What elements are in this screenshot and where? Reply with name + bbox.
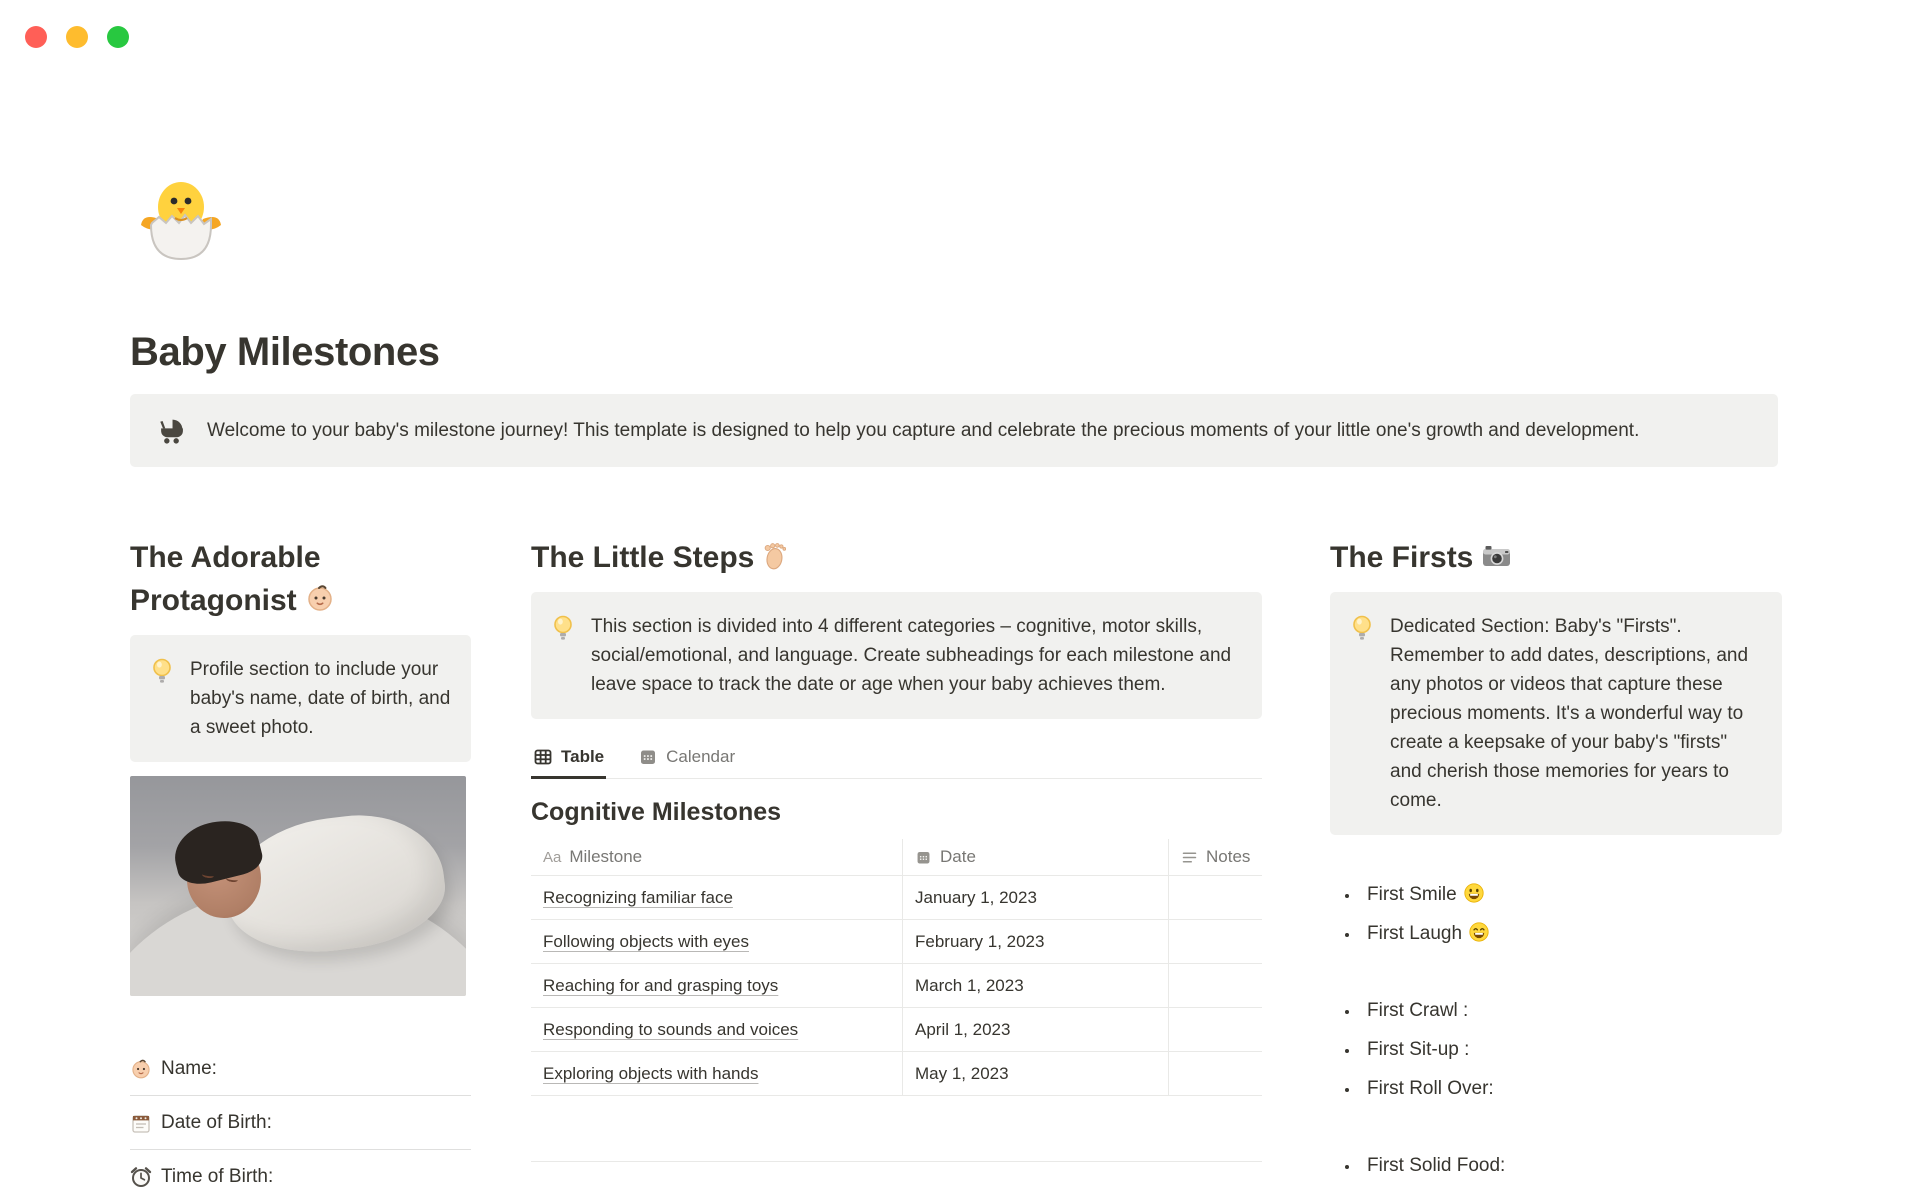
beaming-face-icon <box>1468 921 1490 943</box>
list-item <box>1360 875 1782 914</box>
table-row <box>531 1052 1262 1096</box>
firsts-list-group-1 <box>1330 875 1782 953</box>
profile-fields <box>130 1042 471 1203</box>
baby-photo[interactable] <box>130 776 466 996</box>
list-item-text: First Laugh <box>1367 923 1463 944</box>
milestones-heading-text: The Little Steps <box>531 541 755 574</box>
profile-heading-text: The Adorable Protagonist <box>130 541 321 617</box>
welcome-callout <box>130 394 1778 467</box>
grinning-face-icon <box>1463 882 1485 904</box>
tab-table-label: Table <box>561 747 605 766</box>
profile-heading <box>130 536 471 622</box>
notes-cell[interactable] <box>1168 964 1262 1007</box>
table-bottom-border <box>531 1096 1262 1162</box>
lightbulb-icon <box>150 657 174 742</box>
date-cell[interactable]: May 1, 2023 <box>902 1052 1168 1095</box>
zoom-window-button[interactable] <box>107 26 129 48</box>
list-item <box>1360 991 1782 1030</box>
profile-callout-text: Profile section to include your baby's name, date of birth, and a sweet photo. <box>190 659 451 738</box>
field-tob-label: Time of Birth: <box>161 1166 274 1187</box>
column-header-notes[interactable] <box>1168 839 1262 875</box>
column-milestones <box>531 536 1262 1162</box>
firsts-callout-text: Dedicated Section: Baby's "Firsts". Remember to add dates, descriptions, and any photos or videos that capture these precious moments. It's a wonderful way to create a keepsake of your baby's "firsts" and cherish those memories for years to come. <box>1390 616 1749 811</box>
tab-calendar-view[interactable] <box>636 747 737 779</box>
column-header-date[interactable] <box>902 839 1168 875</box>
field-time-of-birth <box>130 1150 471 1203</box>
date-header-label: Date <box>940 847 976 866</box>
calendar-view-icon <box>638 747 658 767</box>
milestones-callout <box>531 592 1262 719</box>
table-header-row <box>531 839 1262 876</box>
baby-foot-icon <box>762 540 786 570</box>
welcome-text: Welcome to your baby's milestone journey! This template is designed to help you capture and celebrate the precious moments of your little one's growth and development. <box>207 420 1640 441</box>
milestones-heading <box>531 536 1262 579</box>
list-item <box>1360 1069 1782 1108</box>
list-item <box>1360 1030 1782 1069</box>
firsts-heading-text: The Firsts <box>1330 541 1474 574</box>
text-type-icon: Aa <box>543 848 562 866</box>
notes-cell[interactable] <box>1168 876 1262 919</box>
milestone-link[interactable]: Following objects with eyes <box>543 931 749 951</box>
baby-face-icon <box>130 1058 152 1080</box>
spiral-notepad-icon <box>130 1112 152 1134</box>
list-item <box>1360 914 1782 953</box>
database-view-tabs <box>531 747 1262 779</box>
minimize-window-button[interactable] <box>66 26 88 48</box>
field-date-of-birth <box>130 1096 471 1150</box>
lightbulb-icon <box>551 614 575 699</box>
firsts-list-group-2 <box>1330 991 1782 1108</box>
column-header-milestone[interactable] <box>531 839 902 875</box>
alarm-clock-icon <box>130 1166 152 1188</box>
baby-stroller-icon <box>158 417 185 444</box>
list-item-text: First Sit-up : <box>1367 1039 1470 1060</box>
milestone-link[interactable]: Exploring objects with hands <box>543 1063 759 1083</box>
tab-calendar-label: Calendar <box>666 747 736 766</box>
page-icon hatching-chick-icon[interactable] <box>131 163 231 267</box>
date-cell[interactable]: February 1, 2023 <box>902 920 1168 963</box>
milestone-header-label: Milestone <box>569 847 643 866</box>
list-item-text: First Smile <box>1367 884 1457 905</box>
date-cell[interactable]: March 1, 2023 <box>902 964 1168 1007</box>
milestone-link[interactable]: Recognizing familiar face <box>543 887 733 907</box>
table-row <box>531 920 1262 964</box>
table-view-icon <box>533 747 553 767</box>
field-name-label: Name: <box>161 1058 217 1079</box>
date-cell[interactable]: January 1, 2023 <box>902 876 1168 919</box>
calendar-icon <box>915 849 932 866</box>
page-title: Baby Milestones <box>130 330 440 374</box>
list-item-text: First Crawl : <box>1367 1000 1469 1021</box>
notes-cell[interactable] <box>1168 1052 1262 1095</box>
notes-header-label: Notes <box>1206 847 1251 866</box>
field-dob-label: Date of Birth: <box>161 1112 272 1133</box>
list-item-text: First Roll Over: <box>1367 1078 1494 1099</box>
table-row <box>531 1008 1262 1052</box>
table-row <box>531 964 1262 1008</box>
column-firsts <box>1330 536 1782 1185</box>
camera-icon <box>1481 543 1512 570</box>
firsts-callout <box>1330 592 1782 835</box>
table-row <box>531 876 1262 920</box>
field-name <box>130 1042 471 1096</box>
lightbulb-icon <box>1350 614 1374 815</box>
tab-table-view[interactable] <box>531 747 606 779</box>
firsts-list-group-3 <box>1330 1146 1782 1185</box>
notes-cell[interactable] <box>1168 1008 1262 1051</box>
firsts-heading <box>1330 536 1782 579</box>
milestones-table <box>531 839 1262 1162</box>
notes-cell[interactable] <box>1168 920 1262 963</box>
profile-callout <box>130 635 471 762</box>
text-lines-icon <box>1181 849 1198 866</box>
list-item <box>1360 1146 1782 1185</box>
baby-face-icon <box>305 583 335 613</box>
close-window-button[interactable] <box>25 26 47 48</box>
milestone-link[interactable]: Reaching for and grasping toys <box>543 975 779 995</box>
window-controls <box>25 26 129 48</box>
cognitive-milestones-heading: Cognitive Milestones <box>531 798 782 826</box>
milestones-callout-text: This section is divided into 4 different categories – cognitive, motor skills, social/emotional, and language. Create subheadings for each milestone and leave space to track the date or age when your baby achieves them. <box>591 616 1232 695</box>
milestone-link[interactable]: Responding to sounds and voices <box>543 1019 799 1039</box>
column-profile <box>130 536 471 1203</box>
list-item-text: First Solid Food: <box>1367 1155 1506 1176</box>
date-cell[interactable]: April 1, 2023 <box>902 1008 1168 1051</box>
